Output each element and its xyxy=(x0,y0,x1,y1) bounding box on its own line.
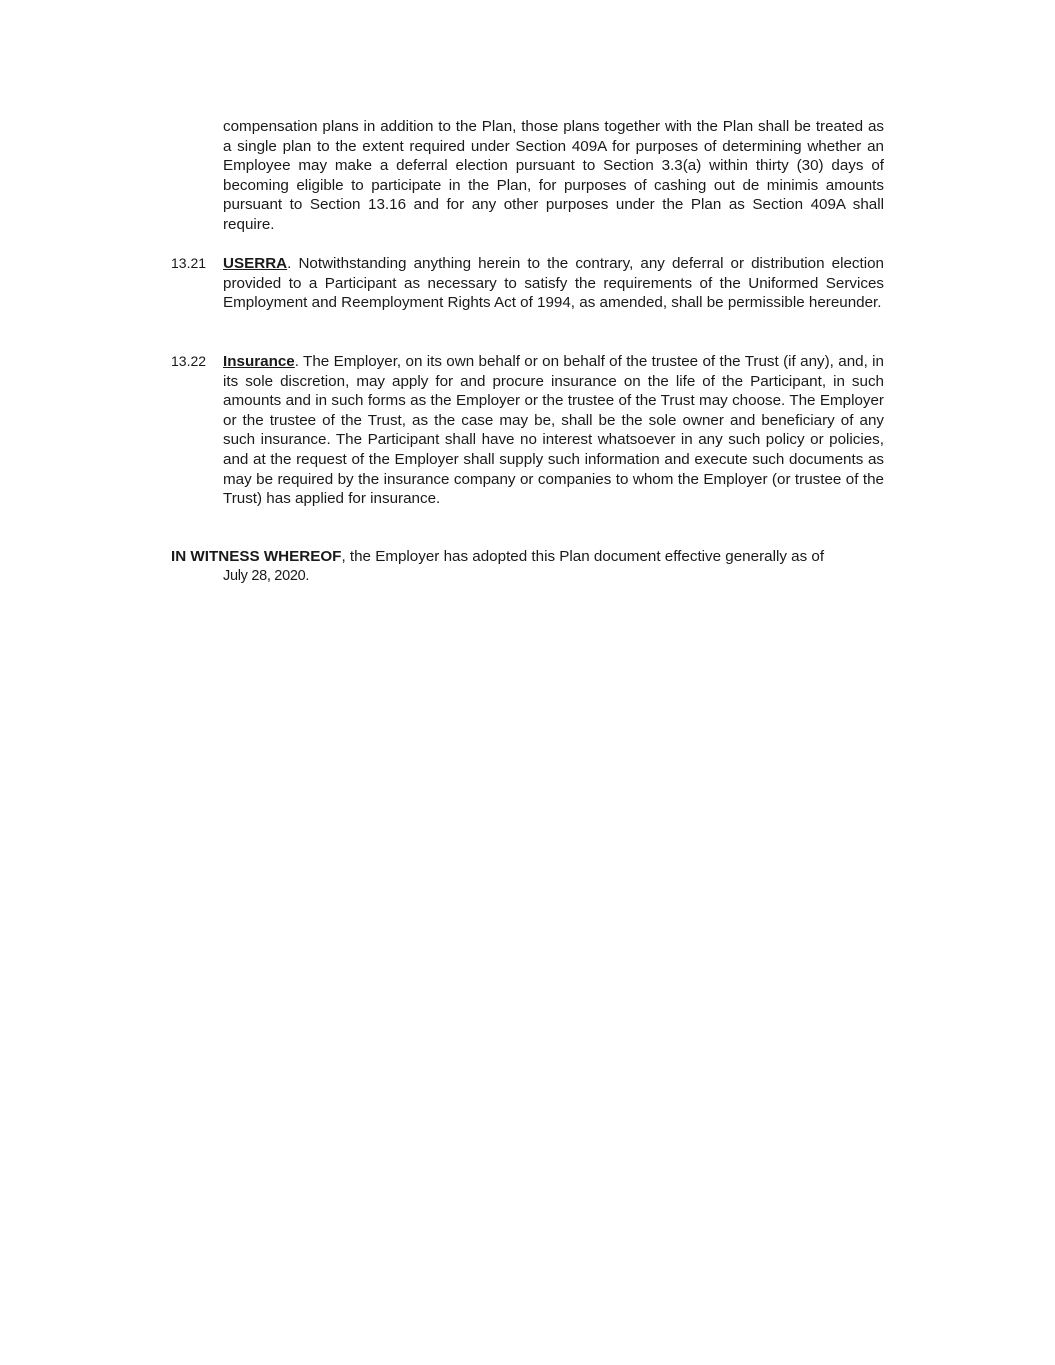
section-body xyxy=(223,352,884,509)
section-heading: USERRA xyxy=(223,255,288,272)
section-heading: Insurance xyxy=(223,353,295,370)
section-text: . The Employer, on its own behalf or on behalf of the trustee of the Trust (if any), and, in its sole discretion, may apply for and procure insurance on the life of the Participant, in such amounts and in such forms as the Employer or the trustee of the Trust may choose. The Employer or the trustee of the Trust, as the case may be, shall be the sole owner and beneficiary of any such insurance. The Participant shall have no interest whatsoever in any such policy or policies, and at the request of the Employer shall supply such information and execute such documents as may be required by the insurance company or companies to whom the Employer (or trustee of the Trust) has applied for insurance. xyxy=(223,353,884,508)
section-body xyxy=(223,254,884,313)
witness-text: , the Employer has adopted this Plan document effective generally as of xyxy=(341,548,825,565)
section-13-21 xyxy=(171,254,884,334)
witness-clause xyxy=(171,547,911,586)
continuation-paragraph: compensation plans in addition to the Plan, those plans together with the Plan shall be treated as a single plan to the extent required under Section 409A for purposes of determining whether an Employee may make a deferral election pursuant to Section 3.3(a) within thirty (30) days of becoming eligible to participate in the Plan, for purposes of cashing out de minimis amounts pursuant to Section 13.16 and for any other purposes under the Plan as Section 409A shall require. xyxy=(223,118,884,233)
effective-date: July 28, 2020. xyxy=(223,567,310,584)
section-number: 13.21 xyxy=(171,255,207,271)
section-text: . Notwithstanding anything herein to the contrary, any deferral or distribution election provided to a Participant as necessary to satisfy the requirements of the Uniformed Services Employment and Reemployment Rights Act of 1994, as amended, shall be permissible hereunder. xyxy=(223,255,884,312)
section-13-22 xyxy=(171,352,884,532)
witness-lead: IN WITNESS WHEREOF xyxy=(171,548,342,565)
section-number: 13.22 xyxy=(171,353,207,369)
